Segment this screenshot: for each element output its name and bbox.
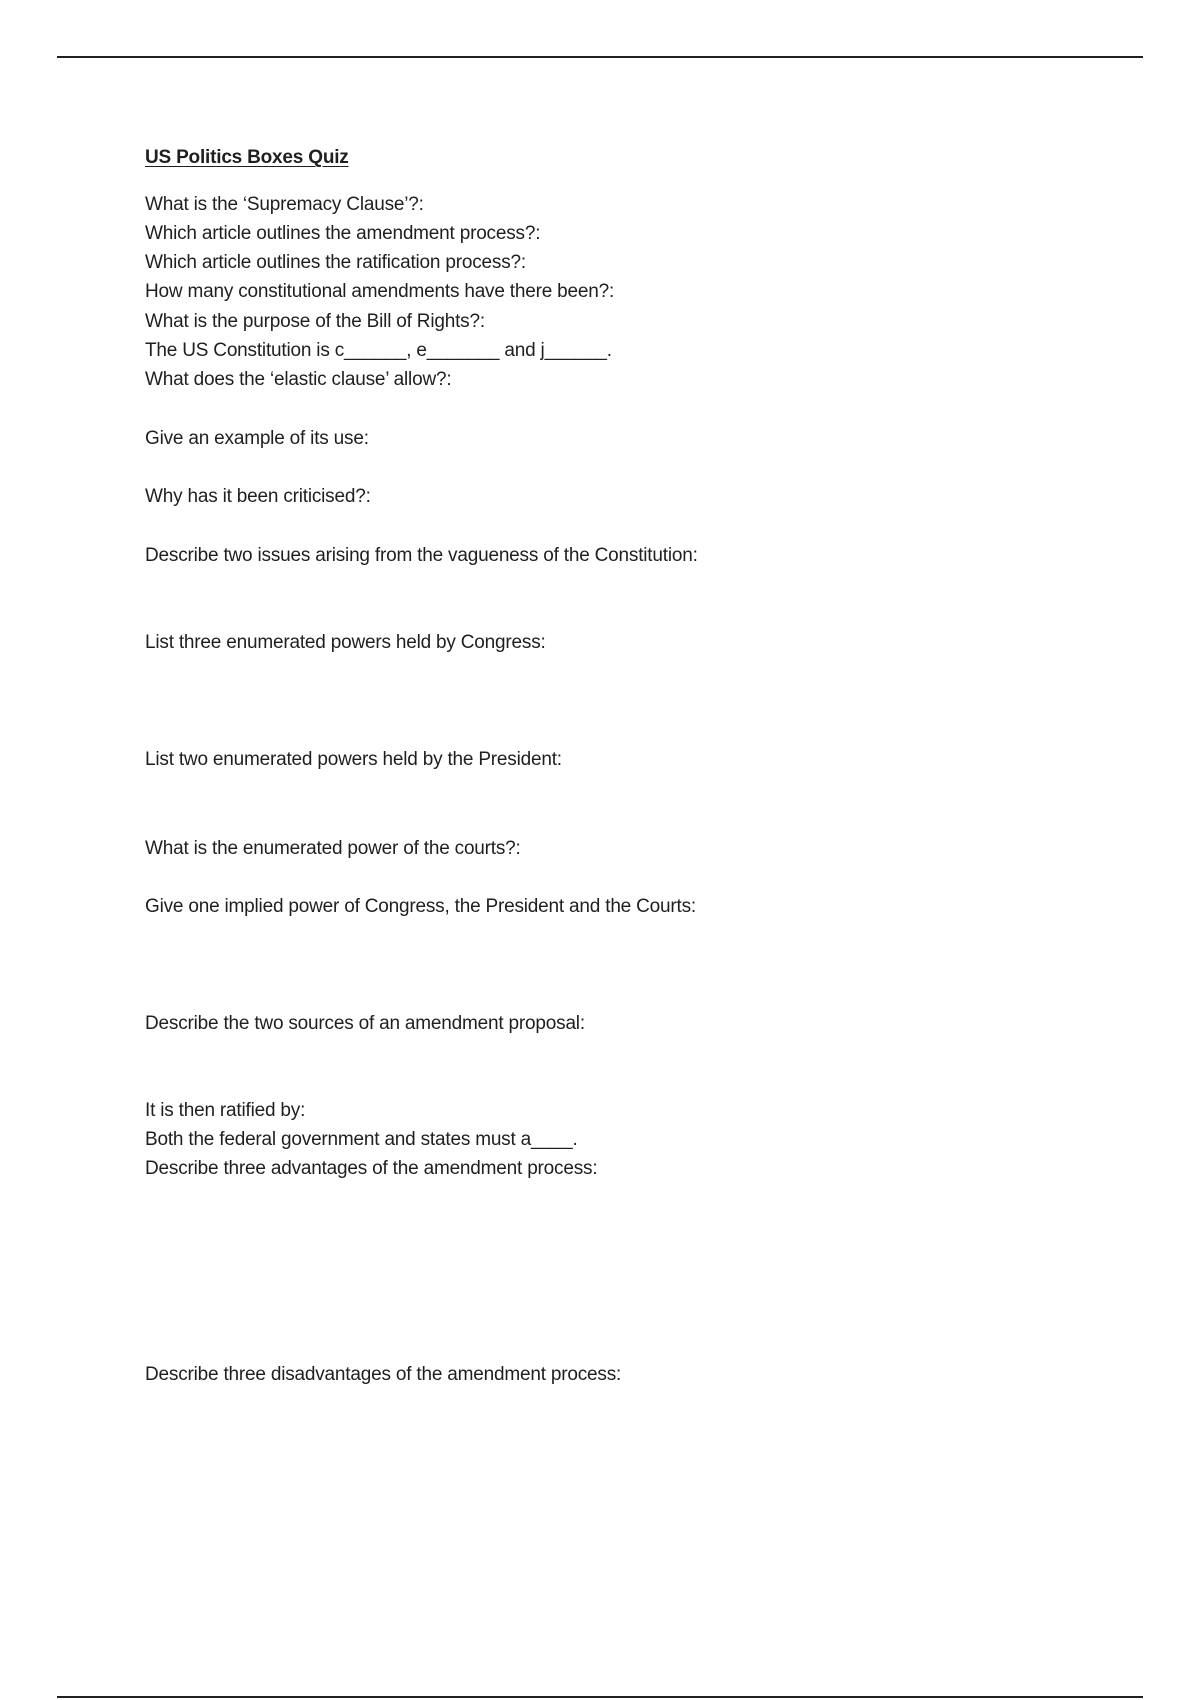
question-courts-power: What is the enumerated power of the courts?: (145, 838, 521, 859)
question-amendment-advantages: Describe three advantages of the amendment process: (145, 1158, 598, 1179)
question-elastic-criticism: Why has it been criticised?: (145, 486, 371, 507)
page-top-rule (57, 56, 1143, 58)
question-ratified-by: It is then ratified by: (145, 1100, 306, 1121)
question-president-powers: List two enumerated powers held by the President: (145, 749, 562, 770)
question-constitution-fill-blank: The US Constitution is c______, e_______ and j______. (145, 340, 612, 361)
question-implied-powers: Give one implied power of Congress, the President and the Courts: (145, 896, 696, 917)
page-bottom-rule (57, 1696, 1143, 1698)
question-amendment-article: Which article outlines the amendment process?: (145, 223, 541, 244)
question-elastic-example: Give an example of its use: (145, 428, 369, 449)
question-vagueness-issues: Describe two issues arising from the vagueness of the Constitution: (145, 545, 698, 566)
question-bill-of-rights: What is the purpose of the Bill of Rights?: (145, 311, 485, 332)
question-amendment-sources: Describe the two sources of an amendment proposal: (145, 1013, 585, 1034)
question-amendment-count: How many constitutional amendments have there been?: (145, 281, 615, 302)
question-ratification-article: Which article outlines the ratification process?: (145, 252, 526, 273)
question-supremacy-clause: What is the ‘Supremacy Clause’?: (145, 194, 424, 215)
question-must-agree-fill-blank: Both the federal government and states must a____. (145, 1129, 578, 1150)
page-title: US Politics Boxes Quiz (145, 147, 349, 168)
question-elastic-clause: What does the ‘elastic clause’ allow?: (145, 369, 452, 390)
question-congress-powers: List three enumerated powers held by Congress: (145, 632, 546, 653)
question-amendment-disadvantages: Describe three disadvantages of the amendment process: (145, 1364, 622, 1385)
